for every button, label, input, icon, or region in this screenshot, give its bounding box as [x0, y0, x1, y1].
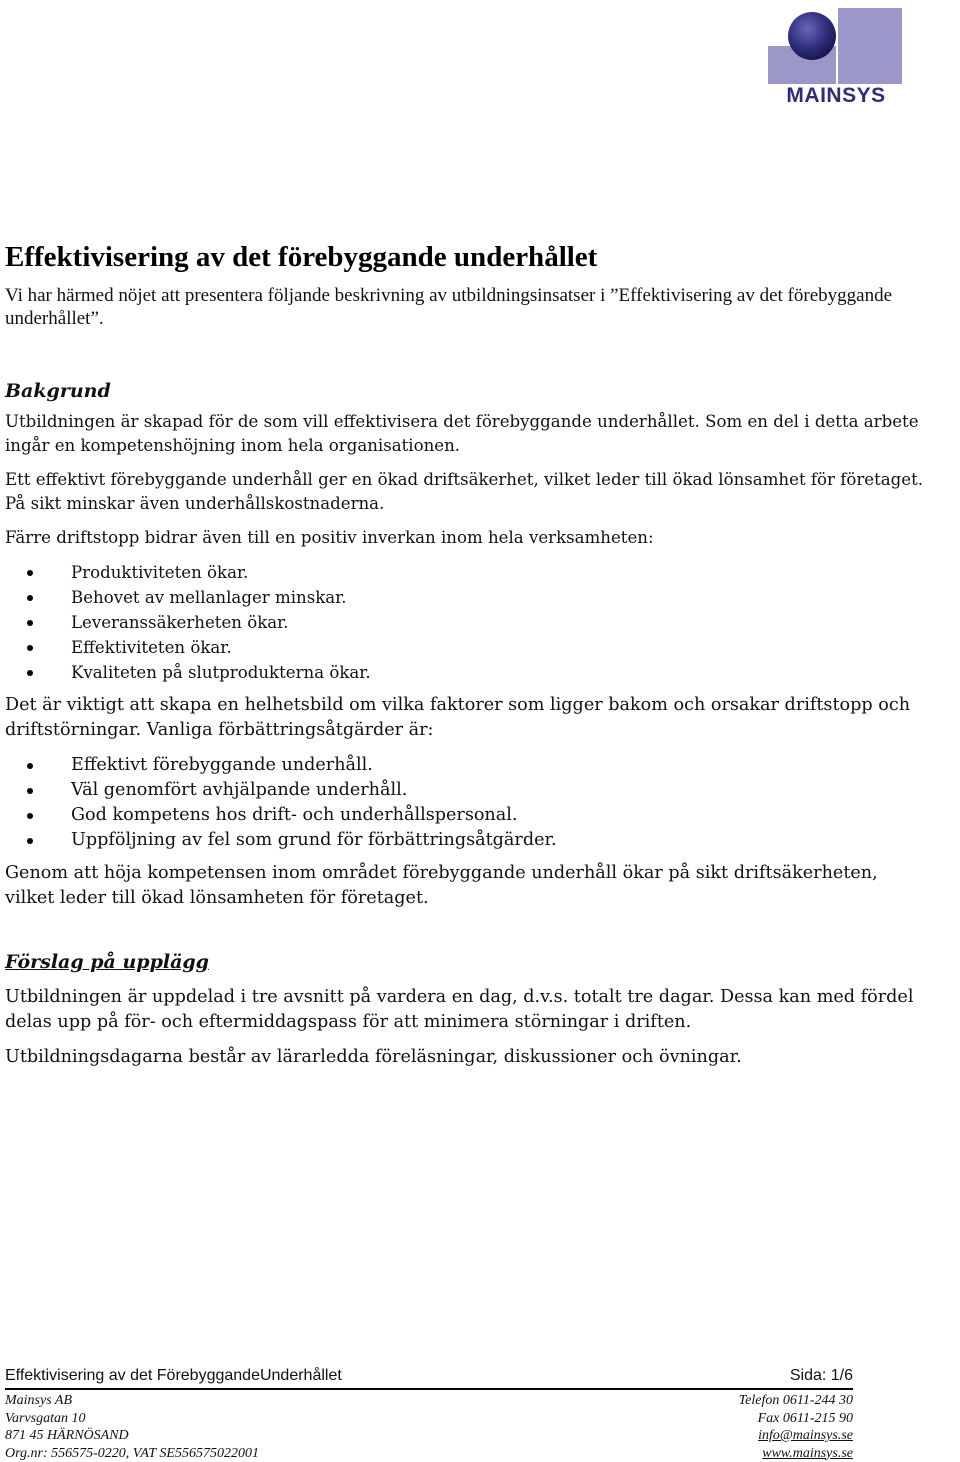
footer-web-link[interactable]: www.mainsys.se	[762, 1445, 853, 1461]
list-item: Uppföljning av fel som grund för förbättringsåtgärder.	[5, 828, 925, 853]
footer-address	[5, 1392, 259, 1462]
footer-orgnr: Org.nr: 556575-0220, VAT SE556575022001	[5, 1445, 259, 1461]
footer-company: Mainsys AB	[5, 1393, 73, 1408]
section-heading-bakgrund: Bakgrund	[5, 380, 111, 402]
intro-paragraph: Vi har härmed nöjet att presentera följande beskrivning av utbildningsinsatser i ”Effektivisering av det förebyggande underhållet”.	[5, 285, 893, 329]
benefits-list	[5, 560, 925, 685]
forslag-paragraph-2: Utbildningsdagarna består av lärarledda föreläsningar, diskussioner och övningar.	[5, 1047, 742, 1067]
bakgrund-paragraph-2: Ett effektivt förebyggande underhåll ger en ökad driftsäkerhet, vilket leder till ökad lönsamhet för företaget. På sikt minskar även underhållskostnaderna.	[5, 470, 924, 513]
list-item: Behovet av mellanlager minskar.	[5, 585, 925, 610]
logo-wordmark: MAINSYS	[786, 84, 886, 107]
list-item: Effektivt förebyggande underhåll.	[5, 753, 925, 778]
mainsys-logo	[766, 6, 906, 106]
forslag-paragraph-1: Utbildningen är uppdelad i tre avsnitt på vardera en dag, d.v.s. totalt tre dagar. Dessa kan med fördel delas upp på för- och eftermiddagspass för att minimera störningar i driften.	[5, 987, 914, 1032]
bakgrund-paragraph-1: Utbildningen är skapad för de som vill effektivisera det förebyggande underhållet. Som en del i detta arbete ingår en kompetenshöjning inom hela organisationen.	[5, 412, 919, 455]
logo-sphere	[788, 12, 836, 60]
document-title: Effektivisering av det förebyggande underhållet	[5, 241, 598, 273]
footer-fax: Fax 0611-215 90	[757, 1410, 853, 1426]
list-item: Effektiviteten ökar.	[5, 635, 925, 660]
footer-email-link[interactable]: info@mainsys.se	[758, 1428, 853, 1443]
bakgrund-paragraph-4: Det är viktigt att skapa en helhetsbild om vilka faktorer som ligger bakom och orsakar driftstopp och driftstörningar. Vanliga förbättringsåtgärder är:	[5, 695, 911, 740]
document-body	[5, 236, 925, 1080]
footer-city: 871 45 HÄRNÖSAND	[5, 1428, 129, 1443]
footer-phone: Telefon 0611-244 30	[738, 1393, 853, 1408]
list-item: Väl genomfört avhjälpande underhåll.	[5, 778, 925, 803]
logo-graphic	[766, 6, 906, 86]
footer-street: Varvsgatan 10	[5, 1410, 86, 1426]
improvements-list	[5, 753, 925, 853]
bakgrund-paragraph-3: Färre driftstopp bidrar även till en positiv inverkan inom hela verksamheten:	[5, 528, 654, 547]
list-item: God kompetens hos drift- och underhållspersonal.	[5, 803, 925, 828]
footer-doc-title: Effektivisering av det FörebyggandeUnderhållet	[5, 1367, 342, 1384]
section-heading-forslag: Förslag på upplägg	[5, 951, 209, 973]
list-item: Produktiviteten ökar.	[5, 560, 925, 585]
logo-block-right	[838, 8, 902, 84]
footer-header	[5, 1366, 853, 1390]
list-item: Leveranssäkerheten ökar.	[5, 610, 925, 635]
footer-contact-info	[739, 1392, 853, 1462]
list-item: Kvaliteten på slutprodukterna ökar.	[5, 660, 925, 685]
footer-page-number: Sida: 1/6	[789, 1367, 853, 1384]
bakgrund-paragraph-5: Genom att höja kompetensen inom området förebyggande underhåll ökar på sikt driftsäkerheten, vilket leder till ökad lönsamheten för företaget.	[5, 863, 878, 908]
